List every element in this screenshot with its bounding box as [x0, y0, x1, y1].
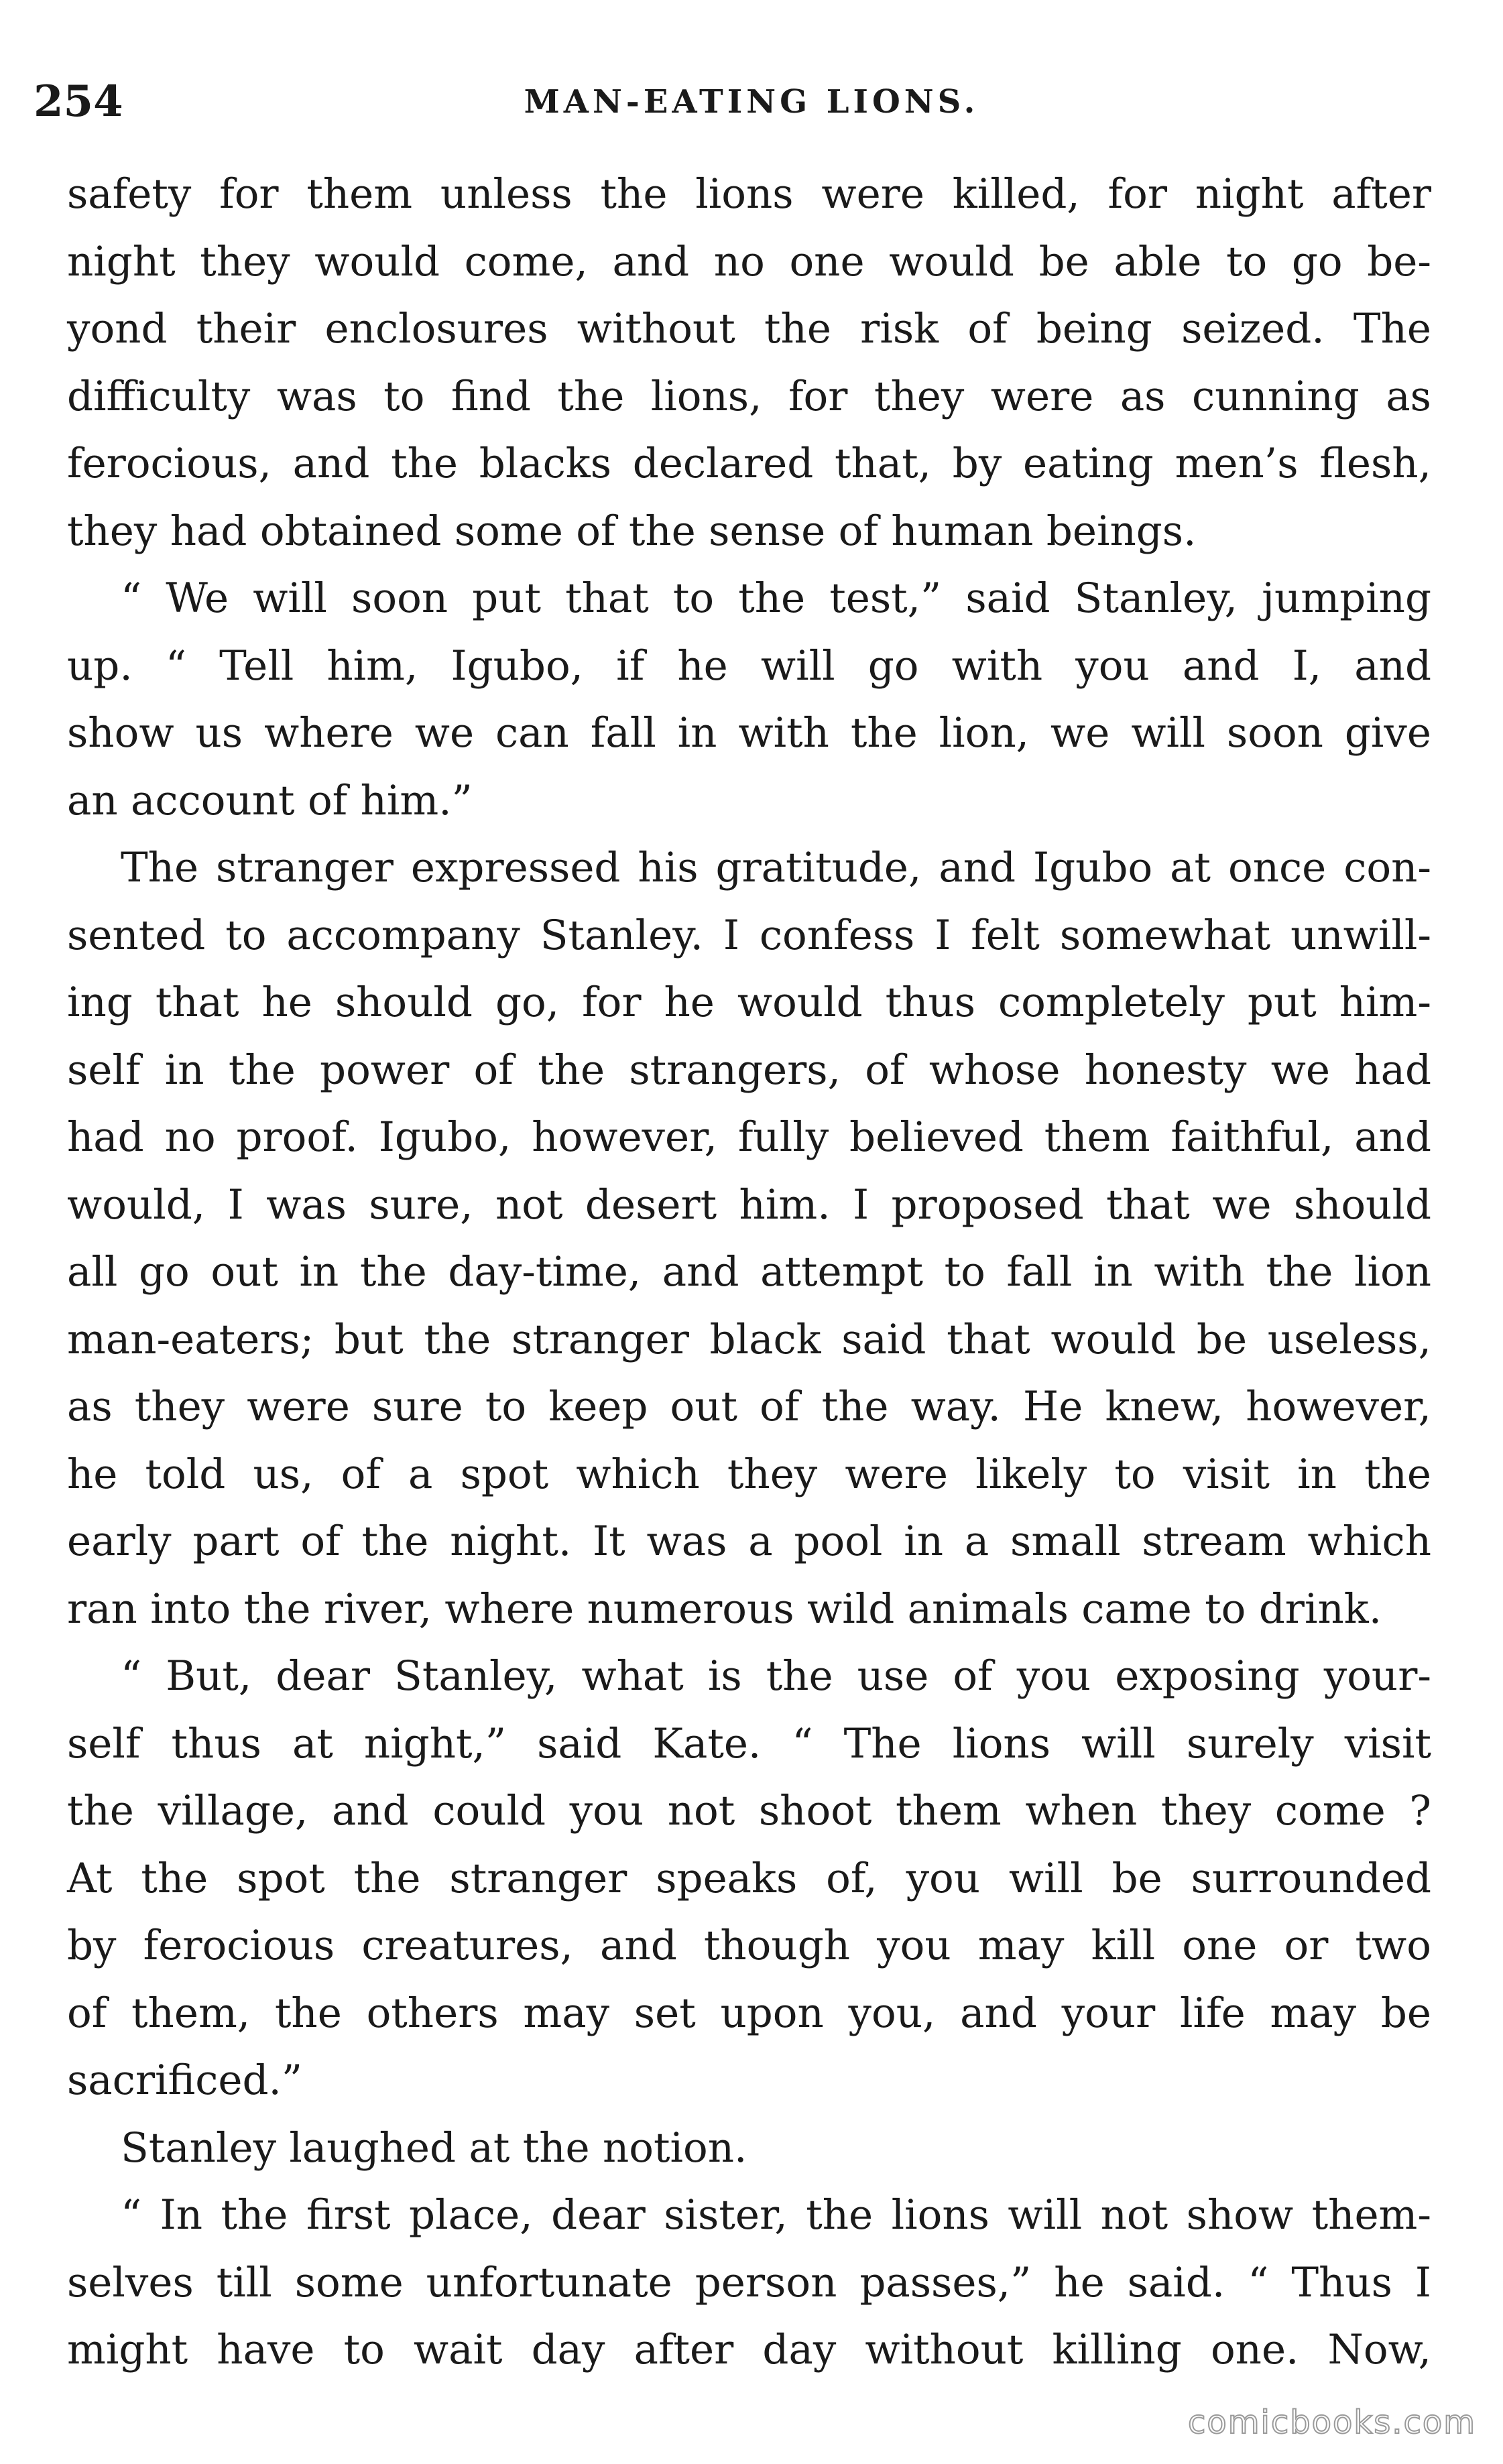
text-line: The stranger expressed his gratitude, and Igubo at once con- — [121, 844, 1431, 891]
body-text — [67, 161, 1431, 2384]
text-line: an account of him.” — [67, 776, 473, 824]
text-line: self in the power of the strangers, of whose honesty we had — [67, 1046, 1431, 1094]
text-line: ing that he should go, for he would thus completely put him- — [67, 979, 1431, 1026]
text-line: had no proof. Igubo, however, fully believed them faithful, and — [67, 1113, 1431, 1161]
text-line: as they were sure to keep out of the way. He knew, however, — [67, 1383, 1431, 1430]
text-line: “ We will soon put that to the test,” said Stanley, jumping — [121, 574, 1431, 622]
text-line: sented to accompany Stanley. I confess I felt somewhat unwill- — [67, 911, 1431, 959]
text-line: up. “ Tell him, Igubo, if he will go with you and I, and — [67, 641, 1431, 690]
text-line: they had obtained some of the sense of human beings. — [67, 507, 1197, 555]
text-line: he told us, of a spot which they were likely to visit in the — [67, 1450, 1431, 1498]
text-line: all go out in the day-time, and attempt to fall in with the lion — [67, 1248, 1431, 1296]
page-number: 254 — [34, 76, 123, 127]
text-line: show us where we can fall in with the lion, we will soon give — [67, 709, 1431, 757]
text-line: selves till some unfortunate person passes,” he said. “ Thus I — [67, 2258, 1431, 2306]
text-line: man-eaters; but the stranger black said that would be useless, — [67, 1315, 1431, 1363]
text-line: At the spot the stranger speaks of, you will be surrounded — [67, 1854, 1431, 1902]
text-line: difficulty was to find the lions, for they were as cunning as — [67, 372, 1431, 420]
text-line: sacrificed.” — [67, 2056, 303, 2104]
watermark: comicbooks.com — [1187, 2404, 1476, 2441]
text-line: ran into the river, where numerous wild animals came to drink. — [67, 1585, 1382, 1633]
text-line: would, I was sure, not desert him. I proposed that we should — [67, 1180, 1431, 1229]
text-line: the village, and could you not shoot them when they come ? — [67, 1787, 1431, 1835]
text-line: safety for them unless the lions were killed, for night after — [67, 170, 1431, 218]
text-line: yond their enclosures without the risk of being seized. The — [67, 305, 1431, 353]
page-header — [0, 62, 1503, 149]
text-line: Stanley laughed at the notion. — [121, 2123, 747, 2172]
text-line: might have to wait day after day without killing one. Now, — [67, 2326, 1431, 2374]
text-line: “ In the first place, dear sister, the lions will not show them- — [121, 2191, 1431, 2239]
text-line: of them, the others may set upon you, and your life may be — [67, 1989, 1431, 2037]
text-line: by ferocious creatures, and though you may kill one or two — [67, 1922, 1431, 1969]
text-line: early part of the night. It was a pool in a small stream which — [67, 1518, 1431, 1565]
text-line: ferocious, and the blacks declared that, by eating men’s flesh, — [67, 440, 1431, 487]
text-line: self thus at night,” said Kate. “ The lions will surely visit — [67, 1719, 1431, 1768]
text-line: “ But, dear Stanley, what is the use of you exposing your- — [121, 1652, 1431, 1700]
running-head: MAN-EATING LIONS. — [524, 83, 979, 121]
text-line: night they would come, and no one would be able to go be- — [67, 237, 1431, 286]
